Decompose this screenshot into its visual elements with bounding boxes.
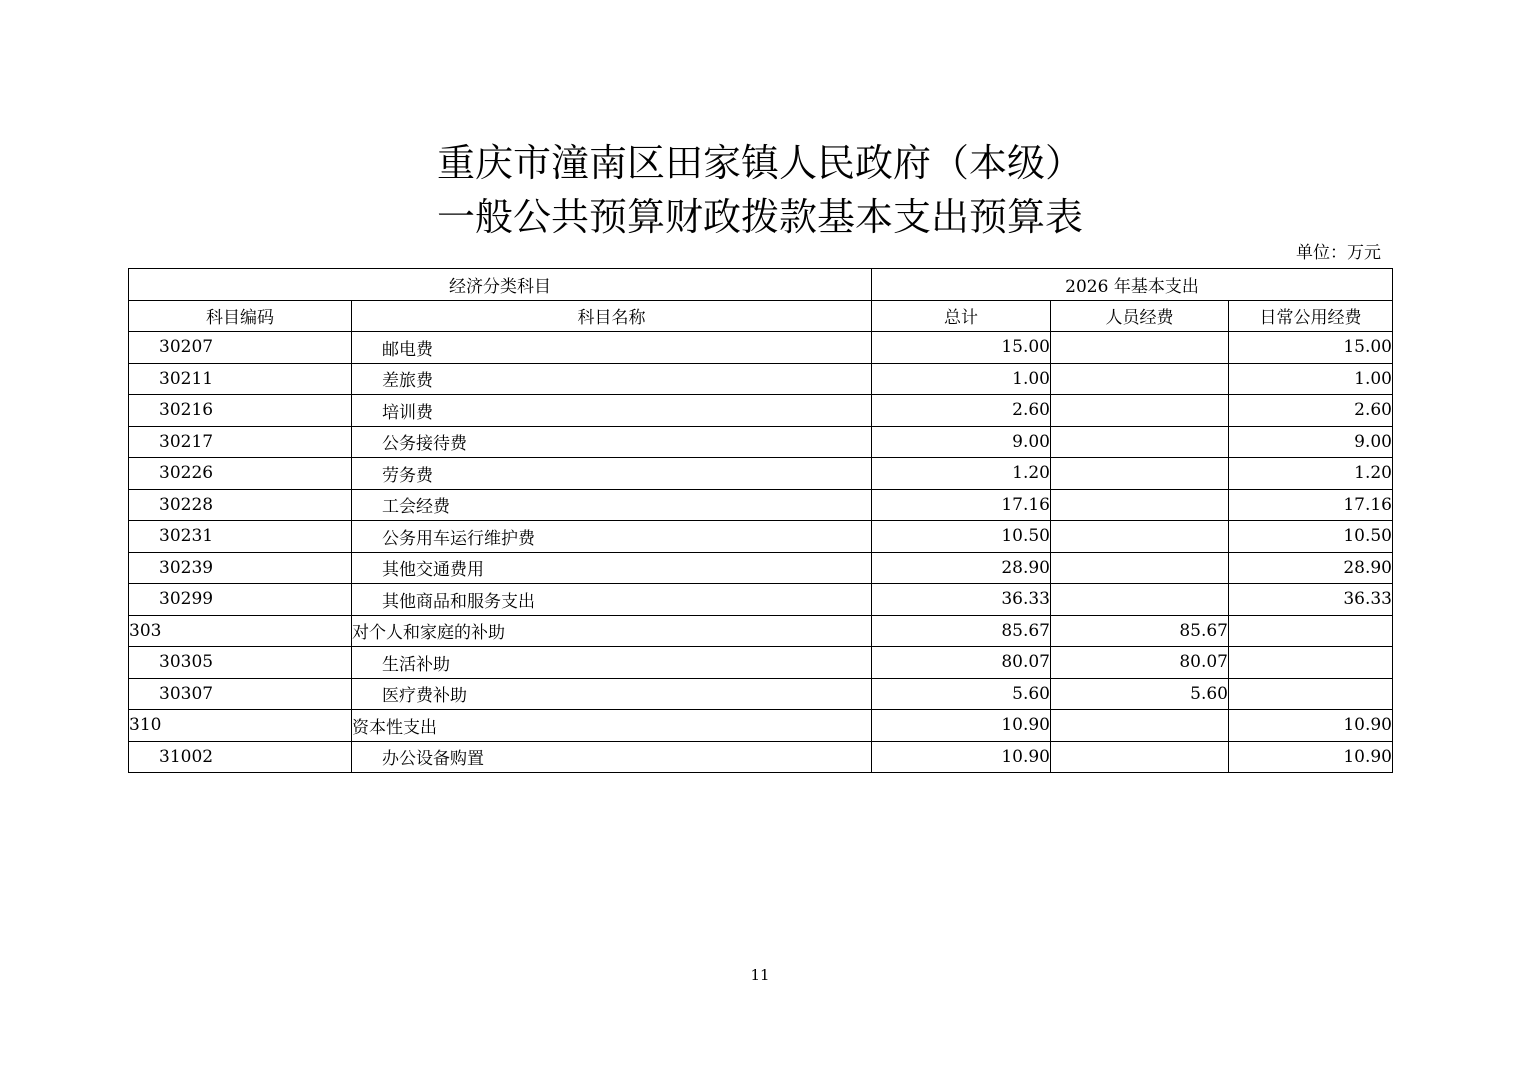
cell-daily: 10.90: [1229, 741, 1393, 773]
column-header-row: [129, 300, 1393, 332]
cell-total: 85.67: [872, 615, 1051, 647]
cell-name: 对个人和家庭的补助: [352, 615, 872, 647]
cell-personnel: [1051, 363, 1229, 395]
cell-code: 30305: [129, 647, 352, 679]
cell-code: 30239: [129, 552, 352, 584]
header-basic-expense: 2026 年基本支出: [872, 269, 1393, 301]
cell-personnel: [1051, 458, 1229, 490]
table-row: [129, 710, 1393, 742]
table-row: [129, 332, 1393, 364]
header-total: 总计: [872, 300, 1051, 332]
page-number: 11: [750, 966, 770, 984]
table-row: [129, 363, 1393, 395]
header-daily: 日常公用经费: [1229, 300, 1393, 332]
cell-personnel: [1051, 552, 1229, 584]
table-row: [129, 678, 1393, 710]
cell-daily: 28.90: [1229, 552, 1393, 584]
header-classification: 经济分类科目: [129, 269, 872, 301]
table-row: [129, 615, 1393, 647]
cell-code: 30226: [129, 458, 352, 490]
cell-name: 工会经费: [352, 489, 872, 521]
cell-total: 80.07: [872, 647, 1051, 679]
cell-total: 9.00: [872, 426, 1051, 458]
cell-name: 办公设备购置: [352, 741, 872, 773]
cell-code: 30211: [129, 363, 352, 395]
cell-daily: [1229, 647, 1393, 679]
cell-personnel: 5.60: [1051, 678, 1229, 710]
table-row: [129, 552, 1393, 584]
group-header-row: [129, 269, 1393, 301]
cell-daily: [1229, 678, 1393, 710]
cell-name: 生活补助: [352, 647, 872, 679]
cell-code: 30217: [129, 426, 352, 458]
table-row: [129, 458, 1393, 490]
cell-name: 公务接待费: [352, 426, 872, 458]
cell-personnel: [1051, 426, 1229, 458]
header-name: 科目名称: [352, 300, 872, 332]
unit-label: 单位：万元: [1296, 243, 1381, 263]
cell-daily: 2.60: [1229, 395, 1393, 427]
cell-personnel: [1051, 584, 1229, 616]
cell-daily: 9.00: [1229, 426, 1393, 458]
cell-code: 31002: [129, 741, 352, 773]
cell-personnel: [1051, 395, 1229, 427]
cell-name: 差旅费: [352, 363, 872, 395]
cell-code: 310: [129, 710, 352, 742]
cell-daily: 1.20: [1229, 458, 1393, 490]
document-title: [0, 136, 1520, 244]
cell-total: 1.20: [872, 458, 1051, 490]
table-body: [129, 332, 1393, 773]
cell-personnel: 85.67: [1051, 615, 1229, 647]
cell-name: 邮电费: [352, 332, 872, 364]
header-code: 科目编码: [129, 300, 352, 332]
table-row: [129, 741, 1393, 773]
cell-personnel: [1051, 710, 1229, 742]
cell-total: 10.90: [872, 710, 1051, 742]
cell-total: 10.50: [872, 521, 1051, 553]
cell-personnel: 80.07: [1051, 647, 1229, 679]
cell-name: 资本性支出: [352, 710, 872, 742]
cell-code: 30207: [129, 332, 352, 364]
cell-daily: 15.00: [1229, 332, 1393, 364]
table-row: [129, 426, 1393, 458]
cell-code: 303: [129, 615, 352, 647]
cell-daily: 10.50: [1229, 521, 1393, 553]
cell-personnel: [1051, 741, 1229, 773]
title-line-2: 一般公共预算财政拨款基本支出预算表: [436, 195, 1083, 239]
cell-name: 其他商品和服务支出: [352, 584, 872, 616]
table-row: [129, 584, 1393, 616]
cell-personnel: [1051, 489, 1229, 521]
cell-daily: 1.00: [1229, 363, 1393, 395]
cell-code: 30231: [129, 521, 352, 553]
cell-code: 30228: [129, 489, 352, 521]
cell-personnel: [1051, 332, 1229, 364]
cell-daily: 36.33: [1229, 584, 1393, 616]
cell-total: 10.90: [872, 741, 1051, 773]
table-row: [129, 647, 1393, 679]
cell-code: 30216: [129, 395, 352, 427]
header-personnel: 人员经费: [1051, 300, 1229, 332]
cell-daily: 10.90: [1229, 710, 1393, 742]
budget-table: [128, 268, 1393, 773]
table-row: [129, 489, 1393, 521]
title-line-1: 重庆市潼南区田家镇人民政府（本级）: [436, 141, 1083, 185]
table-row: [129, 521, 1393, 553]
cell-total: 2.60: [872, 395, 1051, 427]
cell-name: 劳务费: [352, 458, 872, 490]
cell-personnel: [1051, 521, 1229, 553]
cell-total: 5.60: [872, 678, 1051, 710]
cell-total: 28.90: [872, 552, 1051, 584]
cell-code: 30299: [129, 584, 352, 616]
cell-name: 其他交通费用: [352, 552, 872, 584]
cell-total: 17.16: [872, 489, 1051, 521]
cell-total: 1.00: [872, 363, 1051, 395]
cell-code: 30307: [129, 678, 352, 710]
cell-name: 培训费: [352, 395, 872, 427]
cell-daily: 17.16: [1229, 489, 1393, 521]
table-row: [129, 395, 1393, 427]
cell-total: 15.00: [872, 332, 1051, 364]
cell-name: 医疗费补助: [352, 678, 872, 710]
cell-name: 公务用车运行维护费: [352, 521, 872, 553]
cell-daily: [1229, 615, 1393, 647]
cell-total: 36.33: [872, 584, 1051, 616]
